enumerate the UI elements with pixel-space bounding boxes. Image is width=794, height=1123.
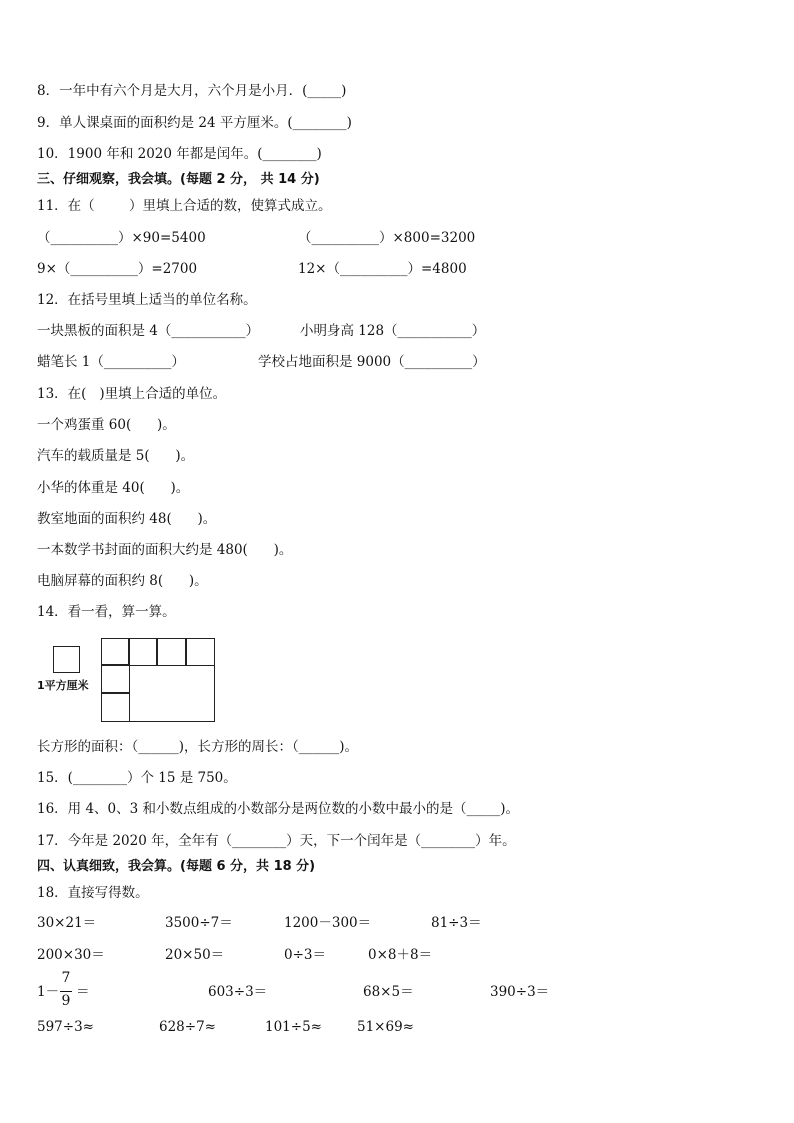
section-3-heading: 三、仔细观察，我会填。(每题 2 分， 共 14 分) [37,172,320,187]
question-16: 16．用 4、0、3 和小数点组成的小数部分是两位数的小数中最小的是（_____)。 [37,801,520,817]
section-4-heading: 四、认真细致，我会算。(每题 6 分，共 18 分) [37,859,316,874]
q13-item-3: 小华的体重是 40( )。 [37,480,190,496]
grid-square [185,638,215,666]
calc-item: 628÷7≈ [159,1019,216,1035]
grid-square [156,638,187,666]
question-15: 15．(________）个 15 是 750。 [37,770,237,786]
q14-answer: 长方形的面积：（______)，长方形的周长：（______)。 [37,739,359,755]
calc-item: 3500÷7＝ [165,915,233,931]
q13-item-6: 电脑屏幕的面积约 8( )。 [37,573,208,589]
grid-square [101,664,130,694]
q13-item-4: 教室地面的面积约 48( )。 [37,511,217,527]
calc-item: 390÷3＝ [490,984,550,1000]
question-18: 18．直接写得数。 [37,885,149,901]
q12-item-1: 一块黑板的面积是 4（___________） [37,323,260,339]
calc-frac-tail: ＝ [76,984,90,1000]
question-14: 14．看一看，算一算。 [37,604,176,620]
calc-item: 101÷5≈ [265,1019,322,1035]
question-8: 8．一年中有六个月是大月，六个月是小月．(_____) [37,83,347,99]
fraction-bar [60,991,72,992]
q11-item-1: （__________）×90=5400 [37,230,206,246]
calc-item: 200×30＝ [37,947,105,963]
calc-item: 597÷3≈ [37,1019,94,1035]
q12-item-4: 学校占地面积是 9000（__________） [258,354,486,370]
grid-square [128,638,158,666]
q13-item-2: 汽车的载质量是 5( )。 [37,448,195,464]
question-12: 12．在括号里填上适当的单位名称。 [37,292,257,308]
q13-item-1: 一个鸡蛋重 60( )。 [37,417,176,433]
unit-square-label: 1平方厘米 [37,679,89,692]
question-13: 13．在( )里填上合适的单位。 [37,386,227,402]
q12-item-3: 蜡笔长 1（__________） [37,354,185,370]
calc-fraction [60,970,74,1012]
q11-item-3: 9×（__________）=2700 [37,261,198,277]
calc-item: 20×50＝ [165,947,225,963]
q12-item-2: 小明身高 128（___________） [300,323,486,339]
calc-item: 51×69≈ [357,1019,414,1035]
question-10: 10．1900 年和 2020 年都是闰年。(________) [37,146,322,162]
q11-item-4: 12×（__________）=4800 [298,261,467,277]
calc-item: 1200－300＝ [284,915,372,931]
calc-frac-lead: 1－ [37,984,60,1000]
unit-square [53,646,80,673]
calc-item: 30×21＝ [37,915,97,931]
calc-item: 81÷3＝ [431,915,482,931]
grid-square [101,692,130,722]
calc-item: 0×8＋8＝ [368,947,433,963]
calc-item: 603÷3＝ [208,984,268,1000]
grid-square [101,638,130,666]
q11-item-2: （__________）×800=3200 [298,230,476,246]
fraction-denominator: 9 [61,993,71,1009]
calc-item: 0÷3＝ [284,947,326,963]
fraction-numerator: 7 [61,970,71,986]
q13-item-5: 一本数学书封面的面积大约是 480( )。 [37,542,293,558]
question-11: 11．在（ ）里填上合适的数，使算式成立。 [37,198,332,214]
question-17: 17．今年是 2020 年，全年有（________）天，下一个闰年是（________）年。 [37,833,516,849]
question-9: 9．单人课桌面的面积约是 24 平方厘米。(________) [37,115,352,131]
calc-item: 68×5＝ [363,984,414,1000]
